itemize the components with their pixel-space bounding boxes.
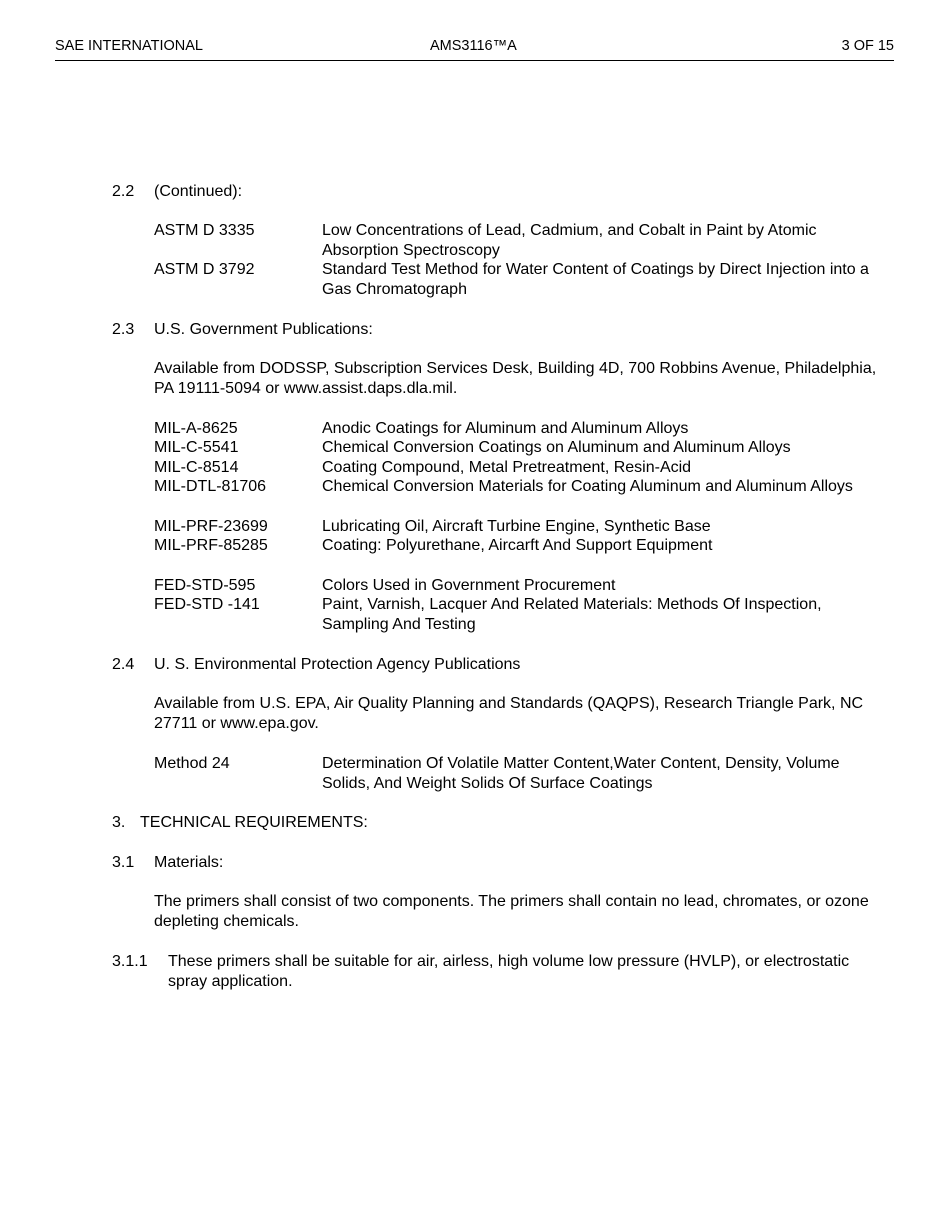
- header-org: SAE INTERNATIONAL: [55, 38, 203, 54]
- reference-description: Anodic Coatings for Aluminum and Aluminum Alloys: [322, 420, 689, 437]
- section-title: (Continued):: [154, 183, 243, 200]
- reference-description: Standard Test Method for Water Content of Coatings by Direct Injection into a Gas Chromatograph: [322, 261, 869, 298]
- header-page-number: 3 OF 15: [841, 38, 894, 54]
- reference-code: ASTM D 3792: [154, 261, 255, 278]
- header-doc-number: AMS3116™A: [430, 38, 517, 54]
- availability-text: Available from U.S. EPA, Air Quality Planning and Standards (QAQPS), Research Triangle Park, NC 27711 or www.epa.gov.: [154, 695, 864, 732]
- reference-description: Colors Used in Government Procurement: [322, 577, 616, 594]
- section-title: Materials:: [154, 854, 224, 871]
- section-title: TECHNICAL REQUIREMENTS:: [140, 814, 368, 831]
- reference-code: FED-STD -141: [154, 596, 260, 613]
- section-title: U.S. Government Publications:: [154, 321, 373, 338]
- section-number: 2.4: [112, 656, 135, 673]
- reference-description: Paint, Varnish, Lacquer And Related Materials: Methods Of Inspection, Sampling And Testing: [322, 596, 822, 633]
- section-body: The primers shall consist of two components. The primers shall contain no lead, chromates, or ozone depleting chemicals.: [154, 893, 869, 930]
- reference-code: MIL-PRF-23699: [154, 518, 268, 535]
- reference-code: ASTM D 3335: [154, 222, 255, 239]
- reference-description: Chemical Conversion Coatings on Aluminum and Aluminum Alloys: [322, 439, 791, 456]
- section-number: 3.1: [112, 854, 135, 871]
- reference-code: MIL-A-8625: [154, 420, 238, 437]
- availability-text: Available from DODSSP, Subscription Services Desk, Building 4D, 700 Robbins Avenue, Philadelphia, PA 19111-5094 or www.assist.daps.dla.mil.: [154, 360, 877, 397]
- reference-description: Determination Of Volatile Matter Content,Water Content, Density, Volume Solids, And Weight Solids Of Surface Coatings: [322, 755, 840, 792]
- reference-description: Chemical Conversion Materials for Coating Aluminum and Aluminum Alloys: [322, 478, 853, 495]
- reference-code: Method 24: [154, 755, 230, 772]
- reference-description: Low Concentrations of Lead, Cadmium, and Cobalt in Paint by Atomic Absorption Spectroscopy: [322, 222, 817, 259]
- page-header: [55, 38, 894, 61]
- reference-code: MIL-C-5541: [154, 439, 239, 456]
- reference-description: Coating: Polyurethane, Aircarft And Support Equipment: [322, 537, 713, 554]
- reference-description: Lubricating Oil, Aircraft Turbine Engine, Synthetic Base: [322, 518, 711, 535]
- reference-description: Coating Compound, Metal Pretreatment, Resin-Acid: [322, 459, 692, 476]
- section-number: 3.: [112, 814, 126, 831]
- reference-code: MIL-DTL-81706: [154, 478, 267, 495]
- reference-code: FED-STD-595: [154, 577, 256, 594]
- section-number: 3.1.1: [112, 953, 148, 970]
- section-number: 2.2: [112, 183, 135, 200]
- section-body: These primers shall be suitable for air, airless, high volume low pressure (HVLP), or electrostatic spray application.: [168, 953, 850, 990]
- reference-code: MIL-C-8514: [154, 459, 239, 476]
- section-title: U. S. Environmental Protection Agency Publications: [154, 656, 521, 673]
- section-number: 2.3: [112, 321, 135, 338]
- reference-code: MIL-PRF-85285: [154, 537, 268, 554]
